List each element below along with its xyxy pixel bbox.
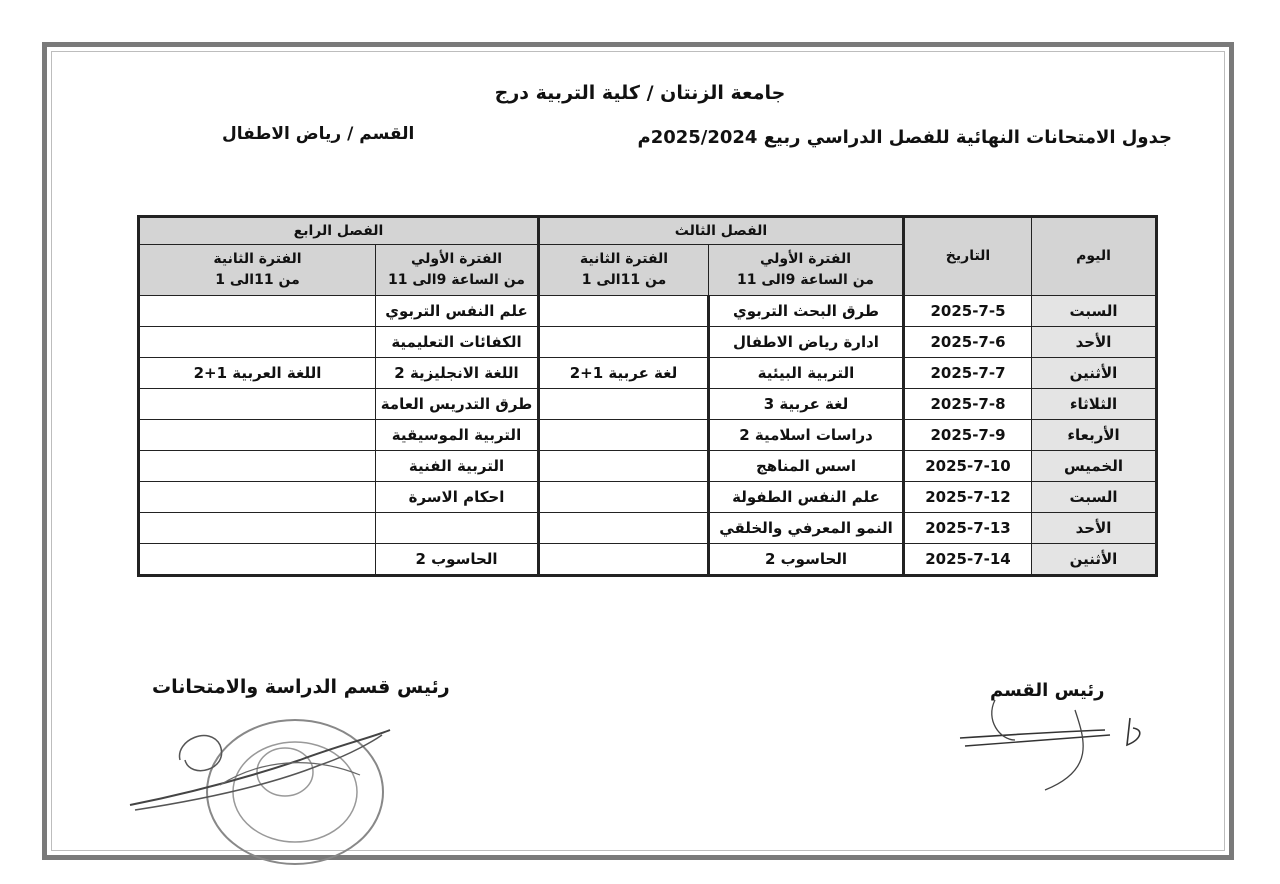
s4-period-2-cell — [139, 482, 376, 513]
s3-period-1-cell: علم النفس الطفولة — [709, 482, 904, 513]
s4-period-1-cell: التربية الموسيقية — [376, 420, 539, 451]
day-cell: الأحد — [1032, 513, 1157, 544]
s3-period-2-cell — [539, 451, 709, 482]
s4-period-2-cell — [139, 327, 376, 358]
s3-period-2-cell — [539, 482, 709, 513]
day-cell: السبت — [1032, 296, 1157, 327]
date-cell: 2025-7-9 — [904, 420, 1032, 451]
day-cell: الأثنين — [1032, 544, 1157, 576]
university-heading: جامعة الزنتان / كلية التربية درج — [494, 82, 786, 104]
exam-head-signature-label: رئيس قسم الدراسة والامتحانات — [152, 676, 450, 698]
day-cell: الأحد — [1032, 327, 1157, 358]
table-row — [139, 296, 1157, 327]
period-2-title: الفترة الثانية — [579, 251, 669, 267]
s4-period-2-cell — [139, 296, 376, 327]
day-cell: الأربعاء — [1032, 420, 1157, 451]
table-row — [139, 451, 1157, 482]
s4-period-1-cell: اللغة الانجليزية 2 — [376, 358, 539, 389]
date-cell: 2025-7-5 — [904, 296, 1032, 327]
s3-period-2-cell: لغة عربية 1+2 — [539, 358, 709, 389]
header-semester-4: الفصل الرابع — [139, 217, 539, 245]
s3-period-2-cell — [539, 327, 709, 358]
s4-period-2-cell — [139, 389, 376, 420]
s3-period-1-cell: دراسات اسلامية 2 — [709, 420, 904, 451]
day-cell: الأثنين — [1032, 358, 1157, 389]
header-s3-period-2 — [539, 245, 709, 296]
schedule-title: جدول الامتحانات النهائية للفصل الدراسي ربيع 2025/2024م — [637, 127, 1172, 148]
date-cell: 2025-7-13 — [904, 513, 1032, 544]
period-1-title: الفترة الأولي — [410, 251, 503, 267]
date-cell: 2025-7-12 — [904, 482, 1032, 513]
s3-period-1-cell: ادارة رياض الاطفال — [709, 327, 904, 358]
s4-period-2-cell — [139, 451, 376, 482]
s3-period-2-cell — [539, 420, 709, 451]
date-cell: 2025-7-10 — [904, 451, 1032, 482]
header-day: اليوم — [1032, 217, 1157, 296]
s3-period-1-cell: التربية البيئية — [709, 358, 904, 389]
s4-period-2-cell — [139, 420, 376, 451]
s3-period-2-cell — [539, 544, 709, 576]
date-cell: 2025-7-6 — [904, 327, 1032, 358]
s3-period-1-cell: لغة عربية 3 — [709, 389, 904, 420]
day-cell: الثلاثاء — [1032, 389, 1157, 420]
period-1-title: الفترة الأولي — [759, 251, 852, 267]
official-stamp-icon — [120, 700, 440, 870]
department-head-signature-label: رئيس القسم — [990, 680, 1105, 701]
s3-period-2-cell — [539, 513, 709, 544]
s3-period-1-cell: الحاسوب 2 — [709, 544, 904, 576]
header-date: التاريخ — [904, 217, 1032, 296]
s4-period-1-cell — [376, 513, 539, 544]
date-cell: 2025-7-14 — [904, 544, 1032, 576]
s4-period-2-cell: اللغة العربية 1+2 — [139, 358, 376, 389]
table-row — [139, 420, 1157, 451]
date-cell: 2025-7-8 — [904, 389, 1032, 420]
period-1-time: من الساعة 9الى 11 — [388, 272, 525, 288]
s4-period-1-cell: الحاسوب 2 — [376, 544, 539, 576]
table-row — [139, 389, 1157, 420]
s4-period-1-cell: الكفائات التعليمية — [376, 327, 539, 358]
s3-period-2-cell — [539, 296, 709, 327]
day-cell: السبت — [1032, 482, 1157, 513]
period-2-title: الفترة الثانية — [213, 251, 302, 267]
department-label: القسم / رياض الاطفال — [222, 124, 415, 144]
s3-period-1-cell: النمو المعرفي والخلقي — [709, 513, 904, 544]
s4-period-1-cell: طرق التدريس العامة — [376, 389, 539, 420]
s3-period-1-cell: طرق البحث التربوي — [709, 296, 904, 327]
s3-period-1-cell: اسس المناهج — [709, 451, 904, 482]
period-2-time: من 11الى 1 — [581, 272, 667, 288]
table-row — [139, 544, 1157, 576]
header-s3-period-1 — [709, 245, 904, 296]
s4-period-1-cell: علم النفس التربوي — [376, 296, 539, 327]
s3-period-2-cell — [539, 389, 709, 420]
header-s4-period-2 — [139, 245, 376, 296]
table-row — [139, 513, 1157, 544]
s4-period-2-cell — [139, 544, 376, 576]
table-row — [139, 482, 1157, 513]
s4-period-1-cell: احكام الاسرة — [376, 482, 539, 513]
period-1-time: من الساعة 9الى 11 — [737, 272, 874, 288]
s4-period-1-cell: التربية الفنية — [376, 451, 539, 482]
period-2-time: من 11الى 1 — [215, 272, 300, 288]
table-row — [139, 358, 1157, 389]
date-cell: 2025-7-7 — [904, 358, 1032, 389]
header-s4-period-1 — [376, 245, 539, 296]
day-cell: الخميس — [1032, 451, 1157, 482]
s4-period-2-cell — [139, 513, 376, 544]
header-semester-3: الفصل الثالث — [539, 217, 904, 245]
table-row — [139, 327, 1157, 358]
handwritten-signature-icon — [955, 680, 1155, 800]
exam-schedule-table — [137, 215, 1158, 577]
